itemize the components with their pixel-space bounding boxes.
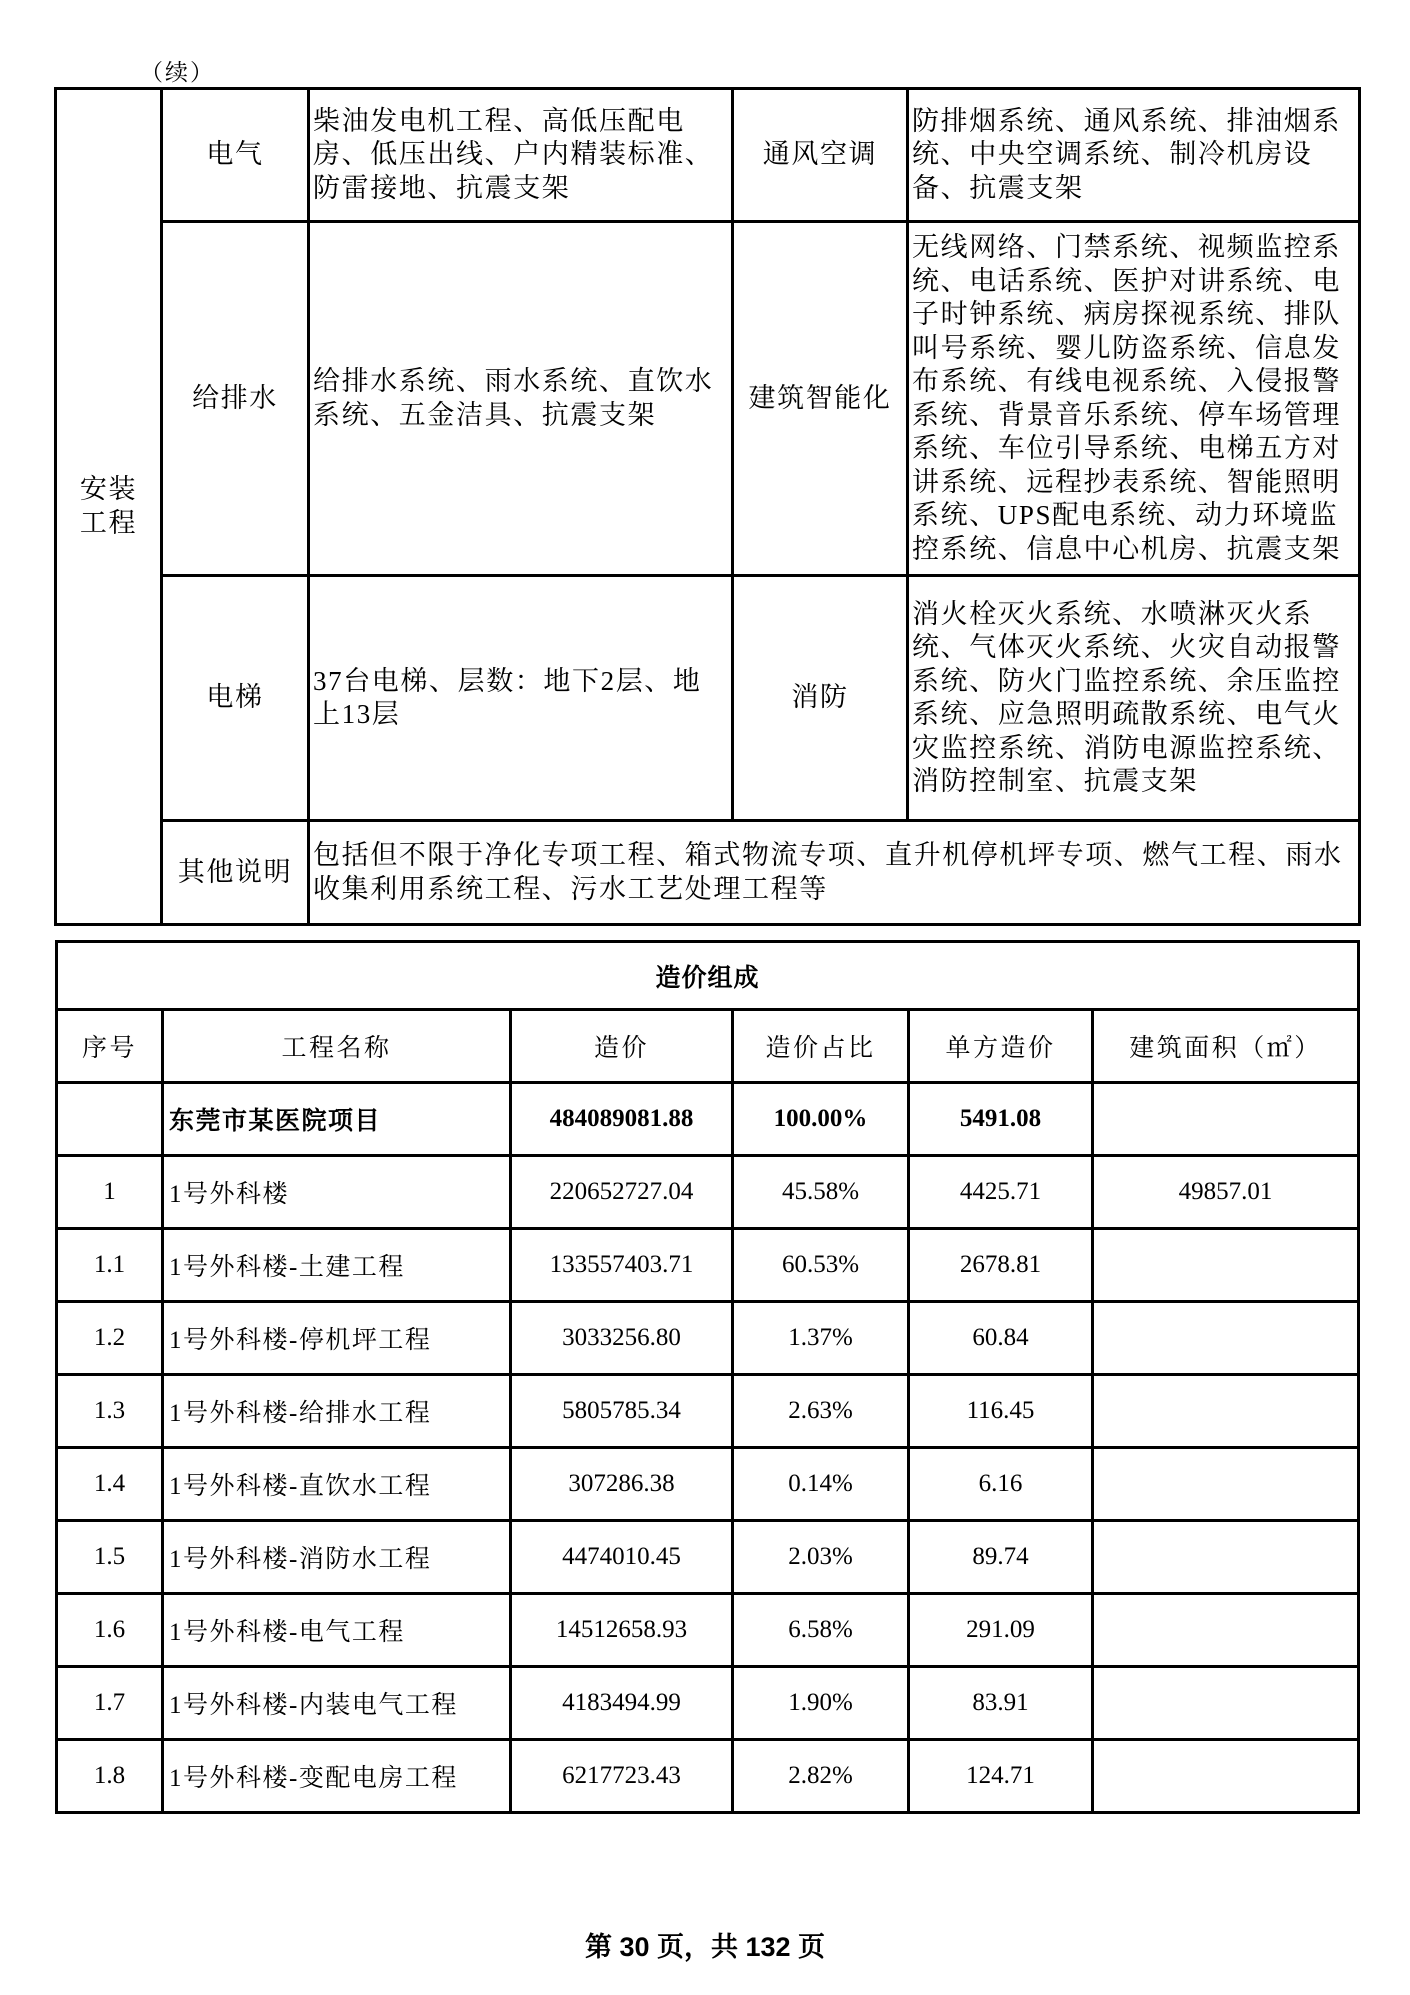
cost-table-row — [57, 1740, 1359, 1813]
cell-ratio: 2.03% — [733, 1521, 909, 1594]
category-description: 37台电梯、层数：地下2层、地上13层 — [309, 576, 733, 821]
cell-area — [1093, 1521, 1359, 1594]
cell-area — [1093, 1229, 1359, 1302]
header-unit-cost: 单方造价 — [909, 1010, 1093, 1083]
category-label: 电气 — [162, 89, 309, 222]
category-description: 消火栓灭火系统、水喷淋灭火系统、气体灭火系统、火灾自动报警系统、防火门监控系统、余压监控系统、应急照明疏散系统、电气火灾监控系统、消防电源监控系统、消防控制室、抗震支架 — [908, 576, 1360, 821]
cell-name: 1号外科楼-直饮水工程 — [163, 1448, 511, 1521]
cell-ratio: 0.14% — [733, 1448, 909, 1521]
cell-area — [1093, 1667, 1359, 1740]
cell-cost: 307286.38 — [511, 1448, 733, 1521]
cost-table-row — [57, 1448, 1359, 1521]
header-area: 建筑面积（㎡） — [1093, 1010, 1359, 1083]
cell-area — [1093, 1302, 1359, 1375]
cell-ratio: 45.58% — [733, 1156, 909, 1229]
cell-unit-cost: 2678.81 — [909, 1229, 1093, 1302]
cell-no: 1.3 — [57, 1375, 163, 1448]
cell-unit-cost: 4425.71 — [909, 1156, 1093, 1229]
cell-name: 1号外科楼-土建工程 — [163, 1229, 511, 1302]
cell-no: 1.5 — [57, 1521, 163, 1594]
scope-row — [56, 89, 1360, 222]
cell-ratio: 1.90% — [733, 1667, 909, 1740]
cell-name: 东莞市某医院项目 — [163, 1083, 511, 1156]
cell-name: 1号外科楼-停机坪工程 — [163, 1302, 511, 1375]
cell-cost: 3033256.80 — [511, 1302, 733, 1375]
category-description: 柴油发电机工程、高低压配电房、低压出线、户内精装标准、防雷接地、抗震支架 — [309, 89, 733, 222]
category-label: 电梯 — [162, 576, 309, 821]
cost-table-title: 造价组成 — [57, 942, 1359, 1010]
cell-unit-cost: 116.45 — [909, 1375, 1093, 1448]
section-label: 安装 工程 — [56, 89, 162, 925]
cell-name: 1号外科楼-消防水工程 — [163, 1521, 511, 1594]
cost-table-row — [57, 1229, 1359, 1302]
cell-cost: 133557403.71 — [511, 1229, 733, 1302]
cell-ratio: 2.82% — [733, 1740, 909, 1813]
header-cost: 造价 — [511, 1010, 733, 1083]
category-description: 无线网络、门禁系统、视频监控系统、电话系统、医护对讲系统、电子时钟系统、病房探视系统、排队叫号系统、婴儿防盗系统、信息发布系统、有线电视系统、入侵报警系统、背景音乐系统、停车场管理系统、车位引导系统、电梯五方对讲系统、远程抄表系统、智能照明系统、UPS配电系统、动力环境监控系统、信息中心机房、抗震支架 — [908, 222, 1360, 576]
category-description: 防排烟系统、通风系统、排油烟系统、中央空调系统、制冷机房设备、抗震支架 — [908, 89, 1360, 222]
category-label: 给排水 — [162, 222, 309, 576]
header-name: 工程名称 — [163, 1010, 511, 1083]
category-label: 建筑智能化 — [733, 222, 908, 576]
cell-cost: 14512658.93 — [511, 1594, 733, 1667]
cell-unit-cost: 89.74 — [909, 1521, 1093, 1594]
cell-unit-cost: 5491.08 — [909, 1083, 1093, 1156]
cell-no: 1.6 — [57, 1594, 163, 1667]
category-description: 给排水系统、雨水系统、直饮水系统、五金洁具、抗震支架 — [309, 222, 733, 576]
cell-no: 1.1 — [57, 1229, 163, 1302]
page-number: 第 30 页，共 132 页 — [584, 1932, 826, 1962]
header-ratio: 造价占比 — [733, 1010, 909, 1083]
cost-composition-table — [55, 940, 1360, 1814]
cell-name: 1号外科楼 — [163, 1156, 511, 1229]
cell-name: 1号外科楼-给排水工程 — [163, 1375, 511, 1448]
scope-row — [56, 576, 1360, 821]
cell-cost: 220652727.04 — [511, 1156, 733, 1229]
cell-no — [57, 1083, 163, 1156]
scope-row-other — [56, 821, 1360, 925]
installation-scope-table — [54, 87, 1361, 926]
cost-table-row — [57, 1375, 1359, 1448]
cell-ratio: 60.53% — [733, 1229, 909, 1302]
scope-row — [56, 222, 1360, 576]
other-notes-description: 包括但不限于净化专项工程、箱式物流专项、直升机停机坪专项、燃气工程、雨水收集利用系统工程、污水工艺处理工程等 — [309, 821, 1360, 925]
cell-no: 1.4 — [57, 1448, 163, 1521]
cell-name: 1号外科楼-电气工程 — [163, 1594, 511, 1667]
cell-unit-cost: 291.09 — [909, 1594, 1093, 1667]
cell-ratio: 1.37% — [733, 1302, 909, 1375]
cell-name: 1号外科楼-变配电房工程 — [163, 1740, 511, 1813]
cost-table-row — [57, 1667, 1359, 1740]
cost-table-total-row — [57, 1083, 1359, 1156]
cell-unit-cost: 83.91 — [909, 1667, 1093, 1740]
cell-unit-cost: 60.84 — [909, 1302, 1093, 1375]
cost-table-row — [57, 1156, 1359, 1229]
cost-table-row — [57, 1302, 1359, 1375]
cell-cost: 4474010.45 — [511, 1521, 733, 1594]
other-notes-label: 其他说明 — [162, 821, 309, 925]
category-label: 消防 — [733, 576, 908, 821]
cost-table-title-row — [57, 942, 1359, 1010]
cell-no: 1 — [57, 1156, 163, 1229]
cost-table-row — [57, 1594, 1359, 1667]
cell-area — [1093, 1083, 1359, 1156]
cell-cost: 5805785.34 — [511, 1375, 733, 1448]
cell-ratio: 100.00% — [733, 1083, 909, 1156]
cell-area — [1093, 1740, 1359, 1813]
cell-area: 49857.01 — [1093, 1156, 1359, 1229]
cost-table-row — [57, 1521, 1359, 1594]
cell-cost: 4183494.99 — [511, 1667, 733, 1740]
cost-table-header-row — [57, 1010, 1359, 1083]
cell-cost: 484089081.88 — [511, 1083, 733, 1156]
cell-name: 1号外科楼-内装电气工程 — [163, 1667, 511, 1740]
cell-area — [1093, 1375, 1359, 1448]
cell-ratio: 2.63% — [733, 1375, 909, 1448]
cell-ratio: 6.58% — [733, 1594, 909, 1667]
cell-cost: 6217723.43 — [511, 1740, 733, 1813]
header-no: 序号 — [57, 1010, 163, 1083]
cell-no: 1.7 — [57, 1667, 163, 1740]
continuation-label: （续） — [140, 60, 215, 85]
cell-unit-cost: 124.71 — [909, 1740, 1093, 1813]
category-label: 通风空调 — [733, 89, 908, 222]
cell-no: 1.2 — [57, 1302, 163, 1375]
cell-no: 1.8 — [57, 1740, 163, 1813]
cell-area — [1093, 1448, 1359, 1521]
cell-area — [1093, 1594, 1359, 1667]
cell-unit-cost: 6.16 — [909, 1448, 1093, 1521]
